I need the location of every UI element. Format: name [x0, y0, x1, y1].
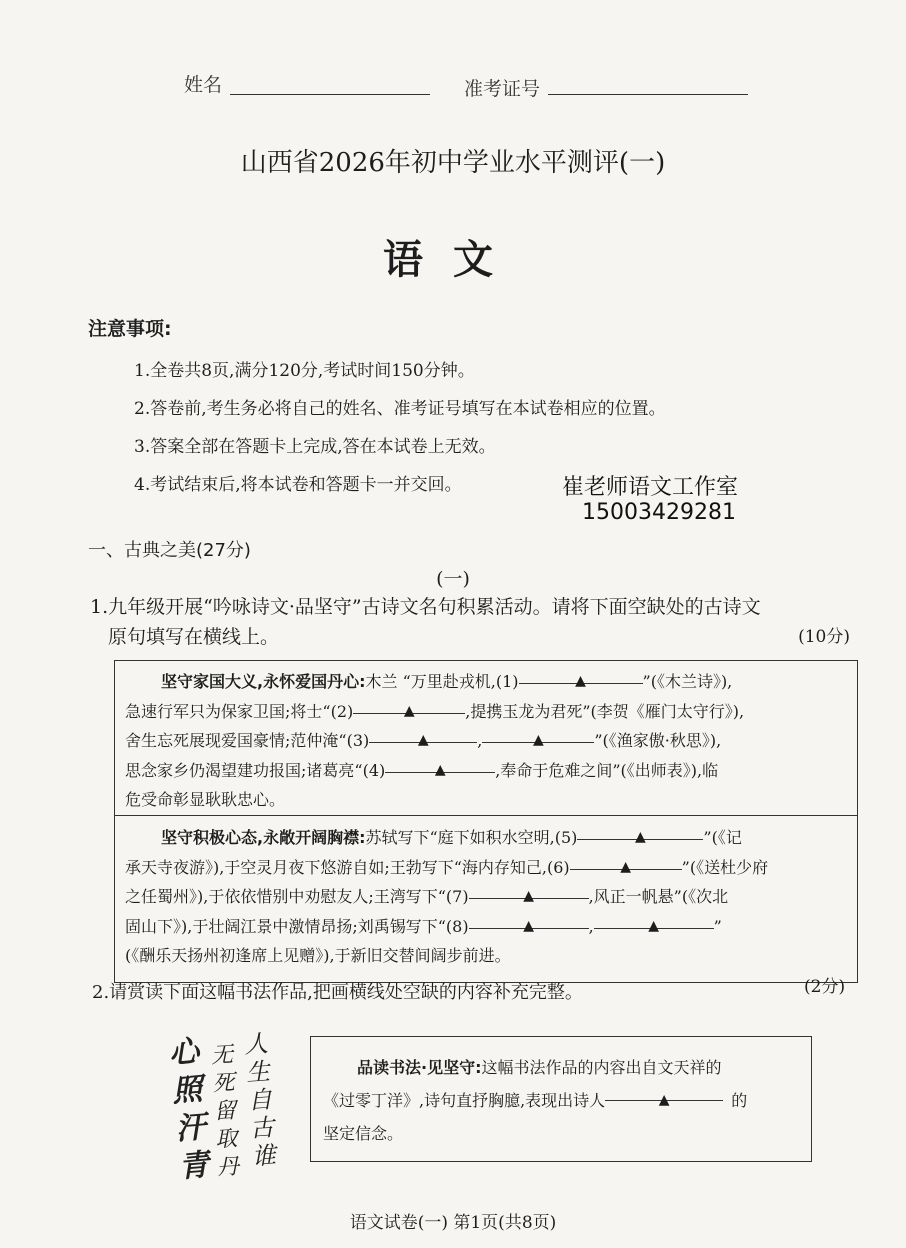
box1-text: ,	[477, 731, 483, 750]
calligraphy-column-3: 心照汗青	[167, 1033, 211, 1186]
answer-blank-6[interactable]: ▲	[570, 853, 682, 870]
box1-text: 木兰 “万里赴戎机,(1)	[365, 672, 519, 691]
question-1-line2: 原句填写在横线上。	[108, 626, 280, 648]
fill-in-box-part1	[115, 661, 857, 816]
exam-number-label: 准考证号	[464, 78, 541, 100]
answer-blank-8b[interactable]: ▲	[594, 912, 714, 929]
watermark-phone: 15003429281	[582, 500, 736, 525]
box3-text: 坚定信念。	[323, 1124, 404, 1143]
box2-text: 苏轼写下“庭下如积水空明,(5)	[365, 828, 578, 847]
watermark-studio: 崔老师语文工作室	[562, 475, 739, 500]
answer-blank-4[interactable]: ▲	[385, 756, 495, 773]
box1-text: 急速行军只为保家卫国;将士“(2)	[125, 701, 354, 721]
question-2-text: 2.请赏读下面这幅书法作品,把画横线处空缺的内容补充完整。	[92, 982, 583, 1003]
box2-text: 固山下》),于壮阔江景中激情昂扬;刘禹锡写下“(8)	[125, 916, 469, 936]
answer-blank-2[interactable]: ▲	[353, 697, 465, 714]
box1-text: 舍生忘死展现爱国豪情;范仲淹“(3)	[125, 731, 370, 750]
answer-blank-3a[interactable]: ▲	[369, 726, 477, 743]
box1-text: ,奉命于危难之间”(《出师表》),临	[495, 760, 719, 780]
box2-text: ,	[588, 916, 594, 936]
subject-title: 语文	[383, 236, 523, 283]
name-label: 姓名	[184, 74, 223, 96]
calligraphy-column-2: 无死留取丹	[210, 1042, 240, 1181]
answer-blank-8a[interactable]: ▲	[469, 912, 589, 929]
box3-text: 的	[731, 1091, 748, 1110]
box1-text: ,提携玉龙为君死”(李贺《雁门太守行》),	[465, 701, 745, 721]
part-label: (一)	[436, 568, 470, 590]
question-2	[92, 978, 852, 1008]
answer-blank-7[interactable]: ▲	[469, 882, 589, 899]
answer-blank-3b[interactable]: ▲	[482, 726, 594, 743]
calligraphy-artwork	[167, 1029, 280, 1190]
section-heading: 一、古典之美(27分)	[88, 540, 251, 561]
box1-text: 思念家乡仍渴望建功报国;诸葛亮“(4)	[125, 760, 386, 780]
box1-text: ”(《渔家傲·秋思》),	[594, 731, 722, 750]
answer-blank-9[interactable]: ▲	[605, 1084, 723, 1101]
box2-text: ”	[713, 916, 722, 936]
box1-text: ”(《木兰诗》),	[642, 672, 733, 691]
box2-text: ”(《送杜少府	[681, 857, 769, 877]
fill-in-box-part2	[115, 816, 857, 971]
page-footer: 语文试卷(一) 第1页(共8页)	[349, 1213, 557, 1233]
question-1-line1: 1.九年级开展“吟咏诗文·品坚守”古诗文名句积累活动。请将下面空缺处的古诗文	[90, 596, 761, 618]
answer-blank-5[interactable]: ▲	[577, 823, 703, 840]
box2-text: 承天寺夜游》),于空灵月夜下悠游自如;王勃写下“海内存知己,(6)	[125, 857, 570, 877]
calligraphy-question-box	[310, 1036, 812, 1162]
box3-heading: 品读书法·见坚守:	[357, 1058, 482, 1077]
box2-text: 之任蜀州》),于依依惜别中劝慰友人;王湾写下“(7)	[125, 887, 469, 906]
question-2-points: (2分)	[804, 977, 846, 997]
calligraphy-column-1: 人生自古谁	[243, 1029, 277, 1171]
notes-heading: 注意事项:	[88, 318, 172, 340]
exam-number-field[interactable]	[548, 93, 748, 95]
box1-heading: 坚守家国大义,永怀爱国丹心:	[161, 672, 366, 691]
question-1-points: (10分)	[798, 627, 850, 647]
note-item: 3.答案全部在答题卡上完成,答在本试卷上无效。	[134, 437, 496, 457]
note-item: 2.答卷前,考生务必将自己的姓名、准考证号填写在本试卷相应的位置。	[134, 399, 666, 419]
question-1	[90, 592, 870, 652]
exam-title: 山西省2026年初中学业水平测评(一)	[240, 148, 666, 178]
fill-in-box	[114, 660, 858, 983]
box3-text: 这幅书法作品的内容出自文天祥的	[481, 1058, 722, 1077]
answer-blank-1[interactable]: ▲	[519, 667, 643, 684]
box2-heading: 坚守积极心态,永敞开阔胸襟:	[161, 828, 366, 847]
box3-text: 《过零丁洋》,诗句直抒胸臆,表现出诗人	[323, 1091, 606, 1110]
note-item: 1.全卷共8页,满分120分,考试时间150分钟。	[134, 361, 475, 381]
name-field[interactable]	[230, 93, 430, 95]
box1-text: 危受命彰显耿耿忠心。	[125, 790, 286, 809]
box2-text: (《酬乐天扬州初逢席上见赠》),于新旧交替间阔步前进。	[125, 946, 511, 965]
box2-text: ”(《记	[703, 828, 742, 847]
note-item: 4.考试结束后,将本试卷和答题卡一并交回。	[134, 475, 462, 495]
box2-text: ,风正一帆悬”(《次北	[588, 887, 729, 906]
